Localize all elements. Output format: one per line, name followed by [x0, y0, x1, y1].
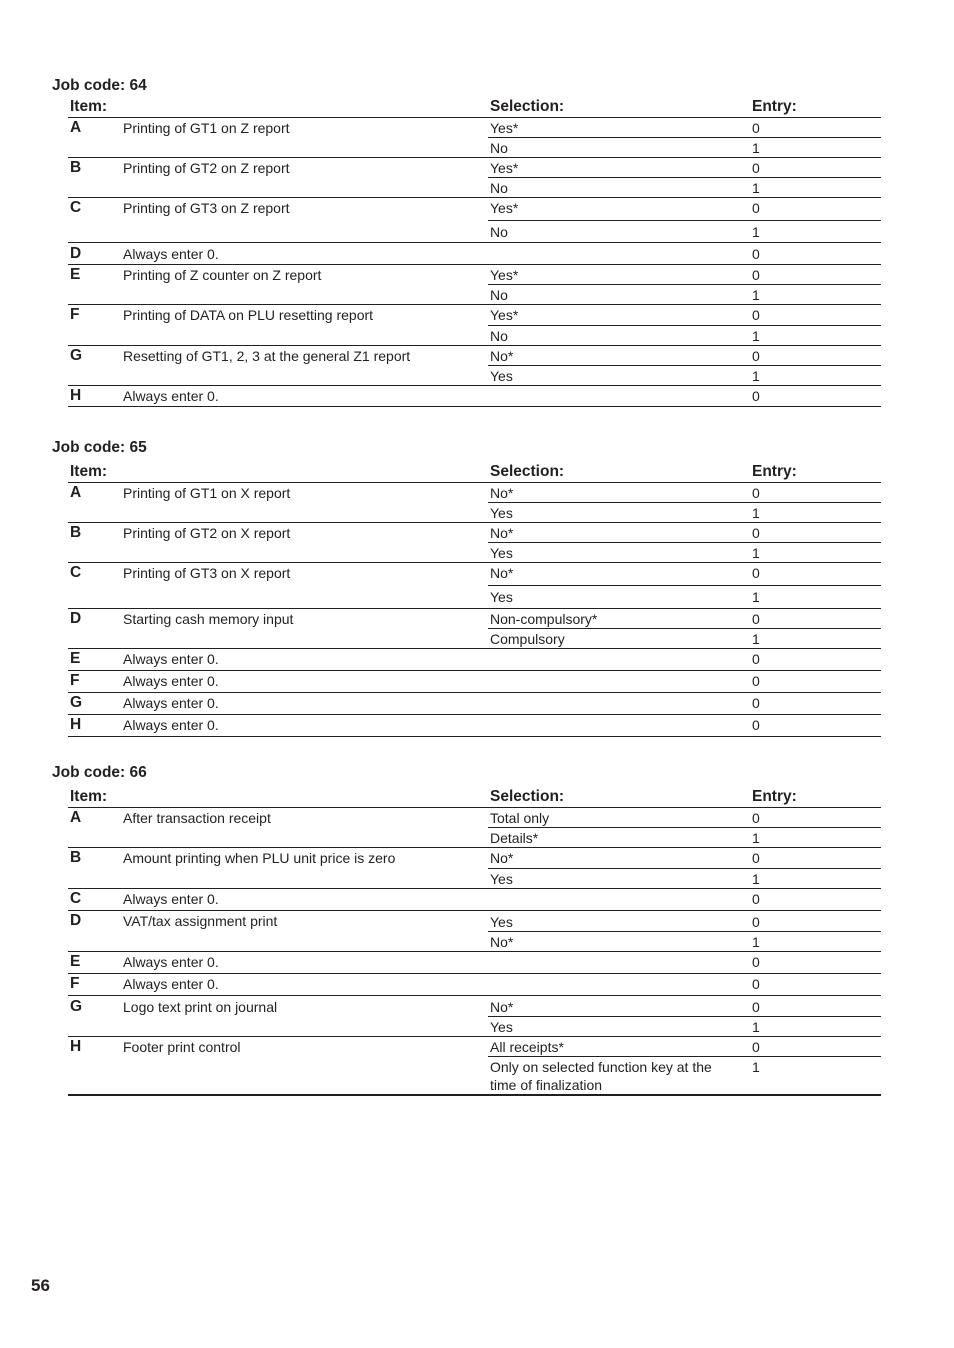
job-title: Job code: 64 — [52, 77, 147, 94]
entry-value: 1 — [752, 1019, 760, 1035]
option-row — [488, 523, 881, 542]
table-row — [68, 563, 881, 609]
entry-value: 0 — [752, 914, 760, 930]
entry-value: 0 — [752, 485, 760, 501]
entry-value: 1 — [752, 140, 760, 156]
job-section-64 — [52, 77, 881, 407]
item-description: Printing of GT1 on X report — [123, 485, 291, 501]
settings-table — [68, 784, 881, 1096]
item-description: Printing of Z counter on Z report — [123, 267, 322, 283]
selection-value: Yes — [490, 914, 513, 930]
item-description: Printing of GT2 on Z report — [123, 160, 290, 176]
item-letter: D — [70, 912, 82, 929]
table-row — [68, 693, 881, 715]
entry-value: 1 — [752, 589, 760, 605]
item-letter: G — [70, 998, 83, 1015]
selection-value: No* — [490, 485, 514, 501]
item-letter: D — [70, 610, 82, 627]
entry-value: 0 — [752, 611, 760, 627]
item-letter: G — [70, 694, 83, 711]
selection-value: Compulsory — [490, 631, 565, 647]
item-description: Always enter 0. — [123, 954, 219, 970]
item-description: Always enter 0. — [123, 673, 219, 689]
job-section-66 — [52, 764, 881, 1096]
selection-value: Non-compulsory* — [490, 611, 598, 627]
option-row — [488, 284, 881, 304]
table-row — [68, 198, 881, 243]
selection-value: All receipts* — [490, 1039, 564, 1055]
option-row — [488, 346, 881, 365]
option-row — [488, 542, 881, 562]
entry-value: 1 — [752, 545, 760, 561]
selection-value: Total only — [490, 810, 550, 826]
selection-value: Yes* — [490, 120, 519, 136]
entry-value: 0 — [752, 976, 760, 992]
settings-table — [68, 459, 881, 737]
option-row — [488, 585, 881, 608]
selection-value: Yes — [490, 505, 513, 521]
entry-value: 1 — [752, 830, 760, 846]
job-title: Job code: 66 — [52, 764, 147, 781]
option-row — [488, 158, 881, 177]
item-description: Always enter 0. — [123, 388, 219, 404]
table-row — [68, 974, 881, 996]
table-row — [68, 808, 881, 848]
entry-value: 0 — [752, 999, 760, 1015]
entry-value: 0 — [752, 200, 760, 216]
header-item: Item: — [70, 98, 108, 115]
entry-value: 0 — [752, 525, 760, 541]
selection-value: No — [490, 140, 508, 156]
option-row — [488, 325, 881, 345]
entry-value: 0 — [752, 348, 760, 364]
entry-value: 0 — [752, 695, 760, 711]
table-row — [68, 911, 881, 952]
entry-value: 0 — [752, 1039, 760, 1055]
table-row — [68, 158, 881, 198]
option-row — [488, 808, 881, 827]
header-entry: Entry: — [752, 463, 797, 480]
entry-value: 0 — [752, 388, 760, 404]
table-header — [68, 459, 881, 483]
item-description: Logo text print on journal — [123, 999, 278, 1015]
item-description: VAT/tax assignment print — [123, 913, 278, 929]
entry-value: 0 — [752, 120, 760, 136]
item-letter: D — [70, 245, 82, 262]
item-letter: E — [70, 266, 81, 283]
entry-value: 0 — [752, 565, 760, 581]
option-row — [488, 137, 881, 157]
selection-value: Yes — [490, 871, 513, 887]
table-row — [68, 649, 881, 671]
selection-value: No* — [490, 565, 514, 581]
selection-value: Yes* — [490, 307, 519, 323]
selection-value: Yes — [490, 589, 513, 605]
table-row — [68, 671, 881, 693]
header-entry: Entry: — [752, 98, 797, 115]
selection-value: No* — [490, 934, 514, 950]
option-row — [488, 868, 881, 888]
option-row — [488, 563, 881, 585]
entry-value: 1 — [752, 224, 760, 240]
entry-value: 0 — [752, 810, 760, 826]
table-row — [68, 715, 881, 737]
selection-value: Yes* — [490, 160, 519, 176]
item-letter: F — [70, 975, 80, 992]
table-row — [68, 609, 881, 649]
item-description: Always enter 0. — [123, 976, 219, 992]
option-row — [488, 483, 881, 502]
table-row — [68, 386, 881, 407]
entry-value: 1 — [752, 368, 760, 384]
option-row — [488, 1056, 881, 1094]
item-letter: F — [70, 672, 80, 689]
table-header — [68, 97, 881, 118]
entry-value: 1 — [752, 871, 760, 887]
selection-value: No* — [490, 348, 514, 364]
item-letter: C — [70, 199, 82, 216]
option-row — [488, 365, 881, 385]
item-letter: A — [70, 809, 82, 826]
option-row — [488, 502, 881, 522]
page-number: 56 — [31, 1276, 50, 1295]
header-item: Item: — [70, 463, 108, 480]
item-letter: B — [70, 159, 82, 176]
entry-value: 1 — [752, 1059, 760, 1075]
entry-value: 0 — [752, 717, 760, 733]
option-row — [488, 305, 881, 325]
option-row — [488, 265, 881, 284]
item-letter: H — [70, 387, 82, 404]
item-description: Printing of GT3 on X report — [123, 565, 291, 581]
table-row — [68, 346, 881, 386]
selection-value: No — [490, 224, 508, 240]
table-row — [68, 483, 881, 523]
item-letter: C — [70, 890, 82, 907]
header-selection: Selection: — [490, 788, 565, 805]
item-description: Printing of DATA on PLU resetting report — [123, 307, 374, 323]
header-item: Item: — [70, 788, 108, 805]
header-entry: Entry: — [752, 788, 797, 805]
selection-value: No* — [490, 850, 514, 866]
header-selection: Selection: — [490, 463, 565, 480]
option-row — [488, 198, 881, 220]
option-row — [488, 931, 881, 951]
item-description: Starting cash memory input — [123, 611, 294, 627]
settings-table — [68, 97, 881, 407]
selection-value: Yes* — [490, 267, 519, 283]
item-description: Always enter 0. — [123, 246, 219, 262]
item-description: Always enter 0. — [123, 717, 219, 733]
table-row — [68, 118, 881, 158]
item-description: Printing of GT1 on Z report — [123, 120, 290, 136]
selection-value: No* — [490, 525, 514, 541]
job-title: Job code: 65 — [52, 439, 147, 456]
table-row — [68, 305, 881, 346]
item-description: Footer print control — [123, 1039, 241, 1055]
entry-value: 1 — [752, 180, 760, 196]
entry-value: 0 — [752, 307, 760, 323]
option-row — [488, 177, 881, 197]
selection-value: Yes — [490, 1019, 513, 1035]
item-letter: G — [70, 347, 83, 364]
option-row — [488, 220, 881, 242]
table-row — [68, 889, 881, 911]
entry-value: 1 — [752, 287, 760, 303]
option-row — [488, 609, 881, 628]
entry-value: 1 — [752, 328, 760, 344]
header-selection: Selection: — [490, 98, 565, 115]
entry-value: 1 — [752, 934, 760, 950]
item-description: Printing of GT2 on X report — [123, 525, 291, 541]
item-letter: H — [70, 1038, 82, 1055]
entry-value: 1 — [752, 631, 760, 647]
item-description: Resetting of GT1, 2, 3 at the general Z1 report — [123, 348, 411, 364]
option-row — [488, 911, 881, 931]
selection-value: Yes — [490, 545, 513, 561]
job-section-65 — [52, 439, 881, 737]
entry-value: 0 — [752, 267, 760, 283]
option-row — [488, 628, 881, 648]
item-letter: H — [70, 716, 82, 733]
table-row — [68, 523, 881, 563]
item-letter: C — [70, 564, 82, 581]
entry-value: 0 — [752, 246, 760, 262]
entry-value: 0 — [752, 954, 760, 970]
entry-value: 0 — [752, 651, 760, 667]
option-row — [488, 827, 881, 847]
option-row — [488, 996, 881, 1016]
item-description: Always enter 0. — [123, 891, 219, 907]
entry-value: 0 — [752, 160, 760, 176]
table-row — [68, 243, 881, 265]
selection-value: Yes* — [490, 200, 519, 216]
table-row — [68, 848, 881, 889]
entry-value: 1 — [752, 505, 760, 521]
selection-value: Yes — [490, 368, 513, 384]
table-row — [68, 1037, 881, 1096]
option-row — [488, 118, 881, 137]
selection-value: No — [490, 287, 508, 303]
table-header — [68, 784, 881, 808]
table-row — [68, 265, 881, 305]
item-description: Always enter 0. — [123, 695, 219, 711]
item-letter: E — [70, 953, 81, 970]
table-row — [68, 996, 881, 1037]
table-row — [68, 952, 881, 974]
selection-value: No — [490, 328, 508, 344]
selection-value: Only on selected function key at the time of finalization — [490, 1059, 712, 1093]
selection-value: No — [490, 180, 508, 196]
item-letter: B — [70, 849, 82, 866]
selection-value: No* — [490, 999, 514, 1015]
option-row — [488, 848, 881, 868]
option-row — [488, 1037, 881, 1056]
item-letter: E — [70, 650, 81, 667]
item-letter: A — [70, 484, 82, 501]
item-description: Always enter 0. — [123, 651, 219, 667]
item-letter: F — [70, 306, 80, 323]
selection-value: Details* — [490, 830, 539, 846]
item-description: Amount printing when PLU unit price is zero — [123, 850, 396, 866]
option-row — [488, 1016, 881, 1036]
item-letter: A — [70, 119, 82, 136]
entry-value: 0 — [752, 673, 760, 689]
item-description: After transaction receipt — [123, 810, 271, 826]
item-description: Printing of GT3 on Z report — [123, 200, 290, 216]
item-letter: B — [70, 524, 82, 541]
entry-value: 0 — [752, 850, 760, 866]
entry-value: 0 — [752, 891, 760, 907]
